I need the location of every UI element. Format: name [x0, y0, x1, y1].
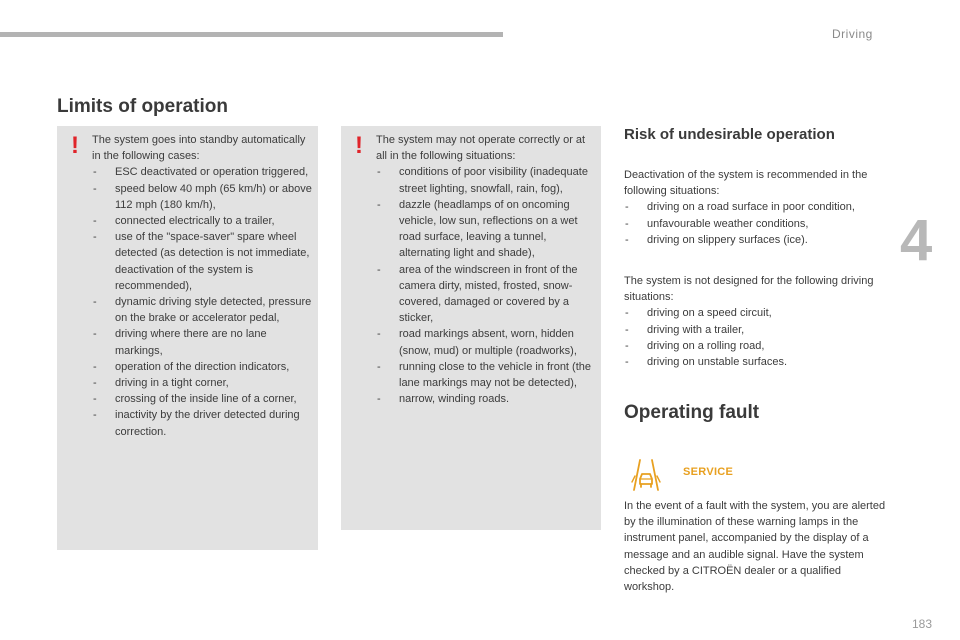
list-item: - driving on a speed circuit, — [624, 305, 886, 321]
list-item: - driving on a road surface in poor condition, — [624, 199, 886, 215]
list-item: - road markings absent, worn, hidden (snow, mud) or multiple (roadworks), — [376, 326, 594, 358]
fault-description: In the event of a fault with the system, you are alerted by the illumination of these warning lamps in the instrument panel, accompanied by the display of a message and an audible signal. Have the system checked by a CITROËN dealer or a qualified workshop. — [624, 500, 886, 594]
list-item: - inactivity by the driver detected during correction. — [92, 407, 314, 439]
limits-title: Limits of operation — [57, 96, 228, 117]
header-bar — [0, 32, 503, 37]
malfunction-situations-box — [341, 126, 601, 530]
warning-icon: ! — [71, 132, 79, 159]
list-item: - ESC deactivated or operation triggered, — [92, 164, 314, 180]
list-item: - driving in a tight corner, — [92, 375, 314, 391]
malfunction-intro: The system may not operate correctly or at all in the following situations: — [376, 134, 586, 163]
standby-cases-text — [92, 132, 314, 440]
deactivation-recommended-text — [624, 167, 886, 248]
list-item: - narrow, winding roads. — [376, 391, 594, 407]
malfunction-list — [376, 164, 594, 407]
list-item: - conditions of poor visibility (inadequate street lighting, snowfall, rain, fog), — [376, 164, 594, 196]
chapter-number: 4 — [900, 208, 933, 273]
list-item: - use of the "space-saver" spare wheel detected (as detection is not immediate, deactivation of the system is recommended), — [92, 229, 314, 294]
list-item: - connected electrically to a trailer, — [92, 213, 314, 229]
list-item: - driving on slippery surfaces (ice). — [624, 232, 886, 248]
risk-title: Risk of undesirable operation — [624, 126, 835, 143]
list-item: - operation of the direction indicators, — [92, 359, 314, 375]
list-item: - driving on a rolling road, — [624, 338, 886, 354]
list-item: - dazzle (headlamps of on oncoming vehicle, low sun, reflections on a wet road surface, leaving a tunnel, alternating light and shade), — [376, 197, 594, 262]
standby-cases-box — [57, 126, 318, 550]
list-item: - dynamic driving style detected, pressure on the brake or accelerator pedal, — [92, 294, 314, 326]
page-number: 183 — [912, 617, 933, 631]
list-item: - driving on unstable surfaces. — [624, 354, 886, 370]
service-warning-label: SERVICE — [683, 466, 734, 478]
list-item: - unfavourable weather conditions, — [624, 216, 886, 232]
deactivation-list — [624, 199, 886, 248]
not-designed-intro: The system is not designed for the following driving situations: — [624, 275, 874, 304]
malfunction-situations-text — [376, 132, 594, 407]
not-designed-list — [624, 305, 886, 370]
fault-title: Operating fault — [624, 402, 760, 423]
not-designed-for-text — [624, 273, 886, 370]
deactivation-intro: Deactivation of the system is recommended in the following situations: — [624, 169, 868, 198]
section-label: Driving — [832, 27, 873, 41]
standby-intro: The system goes into standby automatically in the following cases: — [92, 134, 306, 163]
lane-departure-warning-icon — [628, 458, 664, 492]
list-item: - speed below 40 mph (65 km/h) or above 112 mph (180 km/h), — [92, 181, 314, 213]
warning-icon: ! — [355, 132, 363, 159]
list-item: - running close to the vehicle in front (the lane markings may not be detected), — [376, 359, 594, 391]
list-item: - driving with a trailer, — [624, 322, 886, 338]
list-item: - driving where there are no lane markings, — [92, 326, 314, 358]
list-item: - crossing of the inside line of a corner, — [92, 391, 314, 407]
list-item: - area of the windscreen in front of the camera dirty, misted, frosted, snow-covered, damaged or covered by a sticker, — [376, 262, 594, 327]
standby-list — [92, 164, 314, 439]
